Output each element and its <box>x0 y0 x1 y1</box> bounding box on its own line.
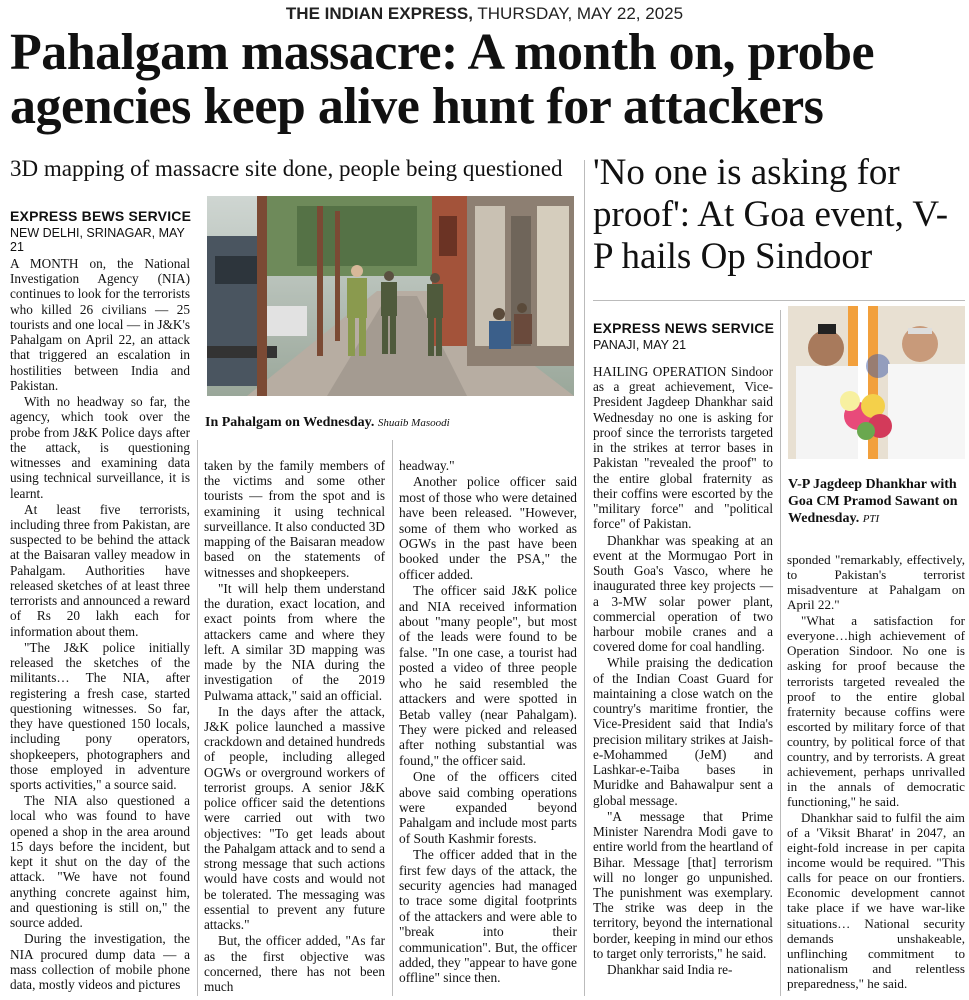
column-rule <box>197 440 198 996</box>
main-column-2 <box>204 458 385 995</box>
paragraph: "The J&K police initially released the sketches of the militants… The NIA, after registering a fresh case, started questioning witnesses. So far, they have questioned 150 locals, including pony operators, shopkeepers, photographers and those employed in adventure sports activities," a source said. <box>10 639 190 792</box>
main-headline: Pahalgam massacre: A month on, probe agencies keep alive hunt for attackers <box>10 24 875 135</box>
pahalgam-street-photo <box>207 196 574 396</box>
side-headline: 'No one is asking for proof': At Goa event, V-P hails Op Sindoor <box>593 152 949 277</box>
paper-name: THE INDIAN EXPRESS, <box>285 4 473 23</box>
main-subhead: 3D mapping of massacre site done, people being questioned <box>10 156 563 181</box>
paragraph: During the investigation, the NIA procured dump data — a mass collection of mobile phone data, mostly videos and pictures <box>10 931 190 993</box>
paragraph: taken by the family members of the victims and some other tourists — from the spot and is examining it using technical surveillance. It also conducted 3D mapping of the Baisaran meadow based on the statements of witnesses and shopkeepers. <box>204 458 385 580</box>
paragraph: headway." <box>399 458 455 473</box>
paragraph: One of the officers cited above said combing operations were expanded beyond Pahalgam and include most parts of South Kashmir forests. <box>399 769 577 846</box>
main-column-3 <box>399 458 577 987</box>
paragraph: HAILING OPERATION Sindoor as a great achievement, Vice-President Jagdeep Dhankhar said Wednesday no one is asking for proof since the terrorists targeted in the strikes at terror bases in Pakistan "revealed the proof" to the entire global fraternity as their coffins were escorted by the "military force" and "political force" of Pakistan. <box>593 364 773 532</box>
paragraph: At least five terrorists, including three from Pakistan, are suspected to be behind the attack at the Baisaran valley meadow in Pahalgam. Authorities have released sketches of at least three terrorists and announced a reward of Rs 20 lakh each for information about them. <box>10 501 190 639</box>
column-rule <box>584 160 585 996</box>
column-rule <box>392 440 393 996</box>
paragraph: The NIA also questioned a local who was found to have opened a shop in the area around 15 days before the incident, but kept it shut on the day of the attack. "We have not found anything concrete against him, and questioning is still on," the source added. <box>10 793 190 931</box>
paragraph: In the days after the attack, J&K police launched a massive crackdown and detained hundreds of people, including alleged OGWs or overground workers of terrorist groups. A senior J&K police officer said the detentions were carried out with two objectives: "To get leads about the Pahalgam attack and to send a strong message that such actions would have costs and would not be tolerated. The messaging was essential to prevent any future attacks." <box>204 703 385 933</box>
main-byline <box>10 208 195 254</box>
byline-agency: EXPRESS BEWS SERVICE <box>10 208 192 224</box>
paragraph: The officer said J&K police and NIA received information about "many people", but most of the leads were found to be false. "In one case, a tourist had posted a video of three people who he said resembled the attackers and were spotted in Betab valley (near Pahalgam). They were picked and released after nothing substantial was found," the officer said. <box>399 583 577 768</box>
side-byline <box>593 320 778 352</box>
issue-date: THURSDAY, MAY 22, 2025 <box>477 4 684 23</box>
paragraph: A MONTH on, the National Investigation Agency (NIA) continues to look for the terrorists who killed 26 civilians — 25 tourists and one local — in J&K's Pahalgam on April 22, an attack that triggered an escalation in hostilities between India and Pakistan. <box>10 256 190 393</box>
side-column-1 <box>593 364 773 978</box>
section-rule <box>593 300 965 301</box>
side-photo-caption <box>788 476 965 528</box>
paragraph: With no headway so far, the agency, which took over the probe from J&K Police days after the attack, is questioning witnesses and examining data using technical surveillance, it is learnt. <box>10 394 190 501</box>
byline-dateline: NEW DELHI, SRINAGAR, MAY 21 <box>10 226 185 254</box>
paragraph: Dhankhar said to fulfil the aim of a 'Viksit Bharat' in 2047, an eight-fold increase in per capita income would be required. "This calls for peace on our frontiers. Economic development cannot take place if we have war-like situations… National security demands unshakeable, unflinching commitment to nationalism and relentless preparedness," he said. <box>787 810 965 991</box>
byline-agency: EXPRESS NEWS SERVICE <box>593 320 775 336</box>
byline-dateline: PANAJI, MAY 21 <box>593 338 687 352</box>
dhankhar-sawant-photo <box>788 306 965 459</box>
column-rule <box>780 310 781 996</box>
main-photo-caption <box>205 414 575 432</box>
paragraph: While praising the dedication of the Indian Coast Guard for maintaining a close watch on the country's maritime frontier, the Vice-President said that India's precision military strikes at Jaish-e-Mohammed (JeM) and Lashkar-e-Taiba bases in Muridke and Bahawalpur sent a global message. <box>593 655 773 808</box>
paragraph: Dhankhar said India re- <box>607 962 733 978</box>
paragraph: Another police officer said most of those who were detained have been released. "However, some of them who worked as OGWs in the past have been booked under the PSA," the officer added. <box>399 474 577 582</box>
side-column-2 <box>787 552 965 992</box>
photo-credit: Shuaib Masoodi <box>377 417 450 429</box>
caption-text: V-P Jagdeep Dhankhar with Goa CM Pramod Sawant on Wednesday. <box>788 477 958 526</box>
paragraph: sponded "remarkably, effectively, to Pakistan's terrorist misadventure at Pahalgam on April 22." <box>787 552 965 613</box>
paragraph: "A message that Prime Minister Narendra Modi gave to entire world from the heartland of Bihar. Message [that] terrorism will no longer go unpunished. The punishment was exemplary. The strike was deep in the territory, beyond the international border, keeping in mind our ethos to target only terrorists," he said. <box>593 808 773 961</box>
masthead <box>0 4 969 24</box>
paragraph: "What a satisfaction for everyone…high achievement of Operation Sindoor. No one is asking for proof because the terrorists targeted revealed the proof to the entire global fraternity because coffins were escorted by military force of that country, by political force of that country, and by terrorists. A great achievement, perhaps unrivalled in the annals of democratic functioning," he said. <box>787 613 965 809</box>
photo-credit: PTI <box>862 513 880 525</box>
main-column-1 <box>10 256 190 993</box>
paragraph: The officer added that in the first few days of the attack, the security agencies had managed to trace some digital footprints of the attackers and were able to "break into their communication". But, the officer added, they "appear to have gone offline" since then. <box>399 847 577 986</box>
paragraph: "It will help them understand the duration, exact location, and exact points from where the attackers came and where they left. A similar 3D mapping was made by the NIA during the investigation of the 2019 Pulwama attack," said an official. <box>204 580 385 703</box>
paragraph: But, the officer added, "As far as the first objective was concerned, there has not been much <box>204 933 385 994</box>
paragraph: Dhankhar was speaking at an event at the Mormugao Port in South Goa's Vasco, where he inaugurated three key projects — a 3-MW solar power plant, commercial operation of two harbour mobile cranes and a covered dome for coal handling. <box>593 532 773 655</box>
caption-text: In Pahalgam on Wednesday. <box>205 415 375 430</box>
